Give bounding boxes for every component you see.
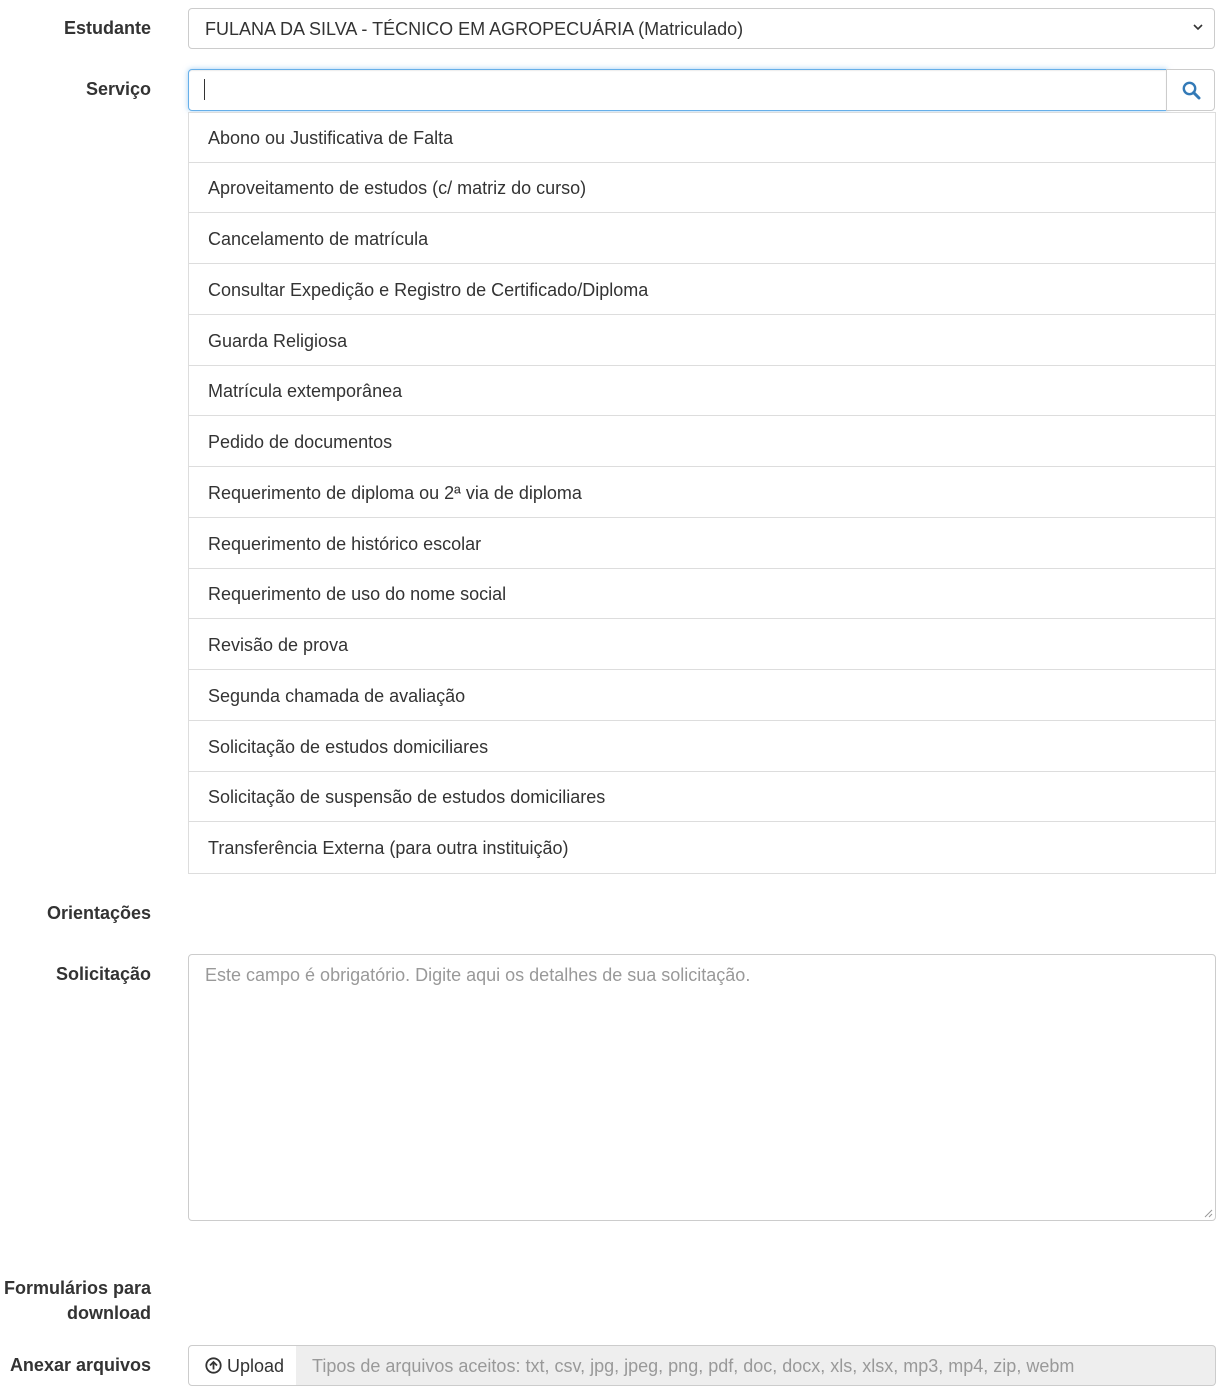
- dropdown-option[interactable]: Consultar Expedição e Registro de Certificado/Diploma: [189, 265, 1215, 315]
- orientacoes-label: Orientações: [46, 903, 151, 923]
- search-button[interactable]: [1166, 69, 1215, 111]
- dropdown-option[interactable]: Solicitação de suspensão de estudos domiciliares: [189, 772, 1215, 822]
- upload-circle-icon: [205, 1357, 222, 1374]
- text-caret: [204, 79, 205, 100]
- dropdown-option[interactable]: Requerimento de diploma ou 2ª via de diploma: [189, 468, 1215, 518]
- dropdown-option[interactable]: Pedido de documentos: [189, 417, 1215, 467]
- dropdown-option[interactable]: Segunda chamada de avaliação: [189, 671, 1215, 721]
- solicitacao-placeholder: Este campo é obrigatório. Digite aqui os detalhes de sua solicitação.: [205, 965, 751, 985]
- chevron-down-icon: [1192, 21, 1204, 33]
- upload-button-label: Upload: [227, 1356, 285, 1376]
- resize-handle-icon[interactable]: [1204, 1209, 1213, 1218]
- upload-button[interactable]: [188, 1345, 297, 1386]
- dropdown-option[interactable]: Requerimento de histórico escolar: [189, 519, 1215, 569]
- upload-placeholder: Tipos de arquivos aceitos: txt, csv, jpg, jpeg, png, pdf, doc, docx, xls, xlsx, mp3, mp4, zip, webm: [312, 1356, 1075, 1376]
- servico-search-input[interactable]: [188, 69, 1167, 111]
- solicitacao-label: Solicitação: [55, 964, 151, 984]
- servico-label: Serviço: [85, 79, 151, 99]
- dropdown-option[interactable]: Revisão de prova: [189, 620, 1215, 670]
- dropdown-option[interactable]: Solicitação de estudos domiciliares: [189, 722, 1215, 772]
- dropdown-option[interactable]: Abono ou Justificativa de Falta: [189, 113, 1215, 163]
- estudante-select[interactable]: [188, 8, 1215, 49]
- solicitacao-textarea[interactable]: [188, 954, 1216, 1221]
- formularios-label-line1: Formulários para: [3, 1278, 151, 1298]
- search-icon: [1182, 81, 1201, 100]
- dropdown-option[interactable]: Requerimento de uso do nome social: [189, 569, 1215, 619]
- dropdown-option[interactable]: Guarda Religiosa: [189, 316, 1215, 366]
- dropdown-option[interactable]: Matrícula extemporânea: [189, 366, 1215, 416]
- estudante-selected-value: FULANA DA SILVA - TÉCNICO EM AGROPECUÁRIA (Matriculado): [205, 19, 744, 39]
- dropdown-option[interactable]: Aproveitamento de estudos (c/ matriz do curso): [189, 163, 1215, 213]
- anexar-label: Anexar arquivos: [9, 1355, 151, 1375]
- dropdown-option[interactable]: Cancelamento de matrícula: [189, 214, 1215, 264]
- dropdown-option[interactable]: Transferência Externa (para outra instituição): [208, 838, 569, 858]
- upload-filename-field: [296, 1345, 1216, 1386]
- estudante-label: Estudante: [63, 18, 151, 38]
- servico-dropdown-list: [188, 112, 1216, 874]
- formularios-label-line2: download: [67, 1303, 151, 1323]
